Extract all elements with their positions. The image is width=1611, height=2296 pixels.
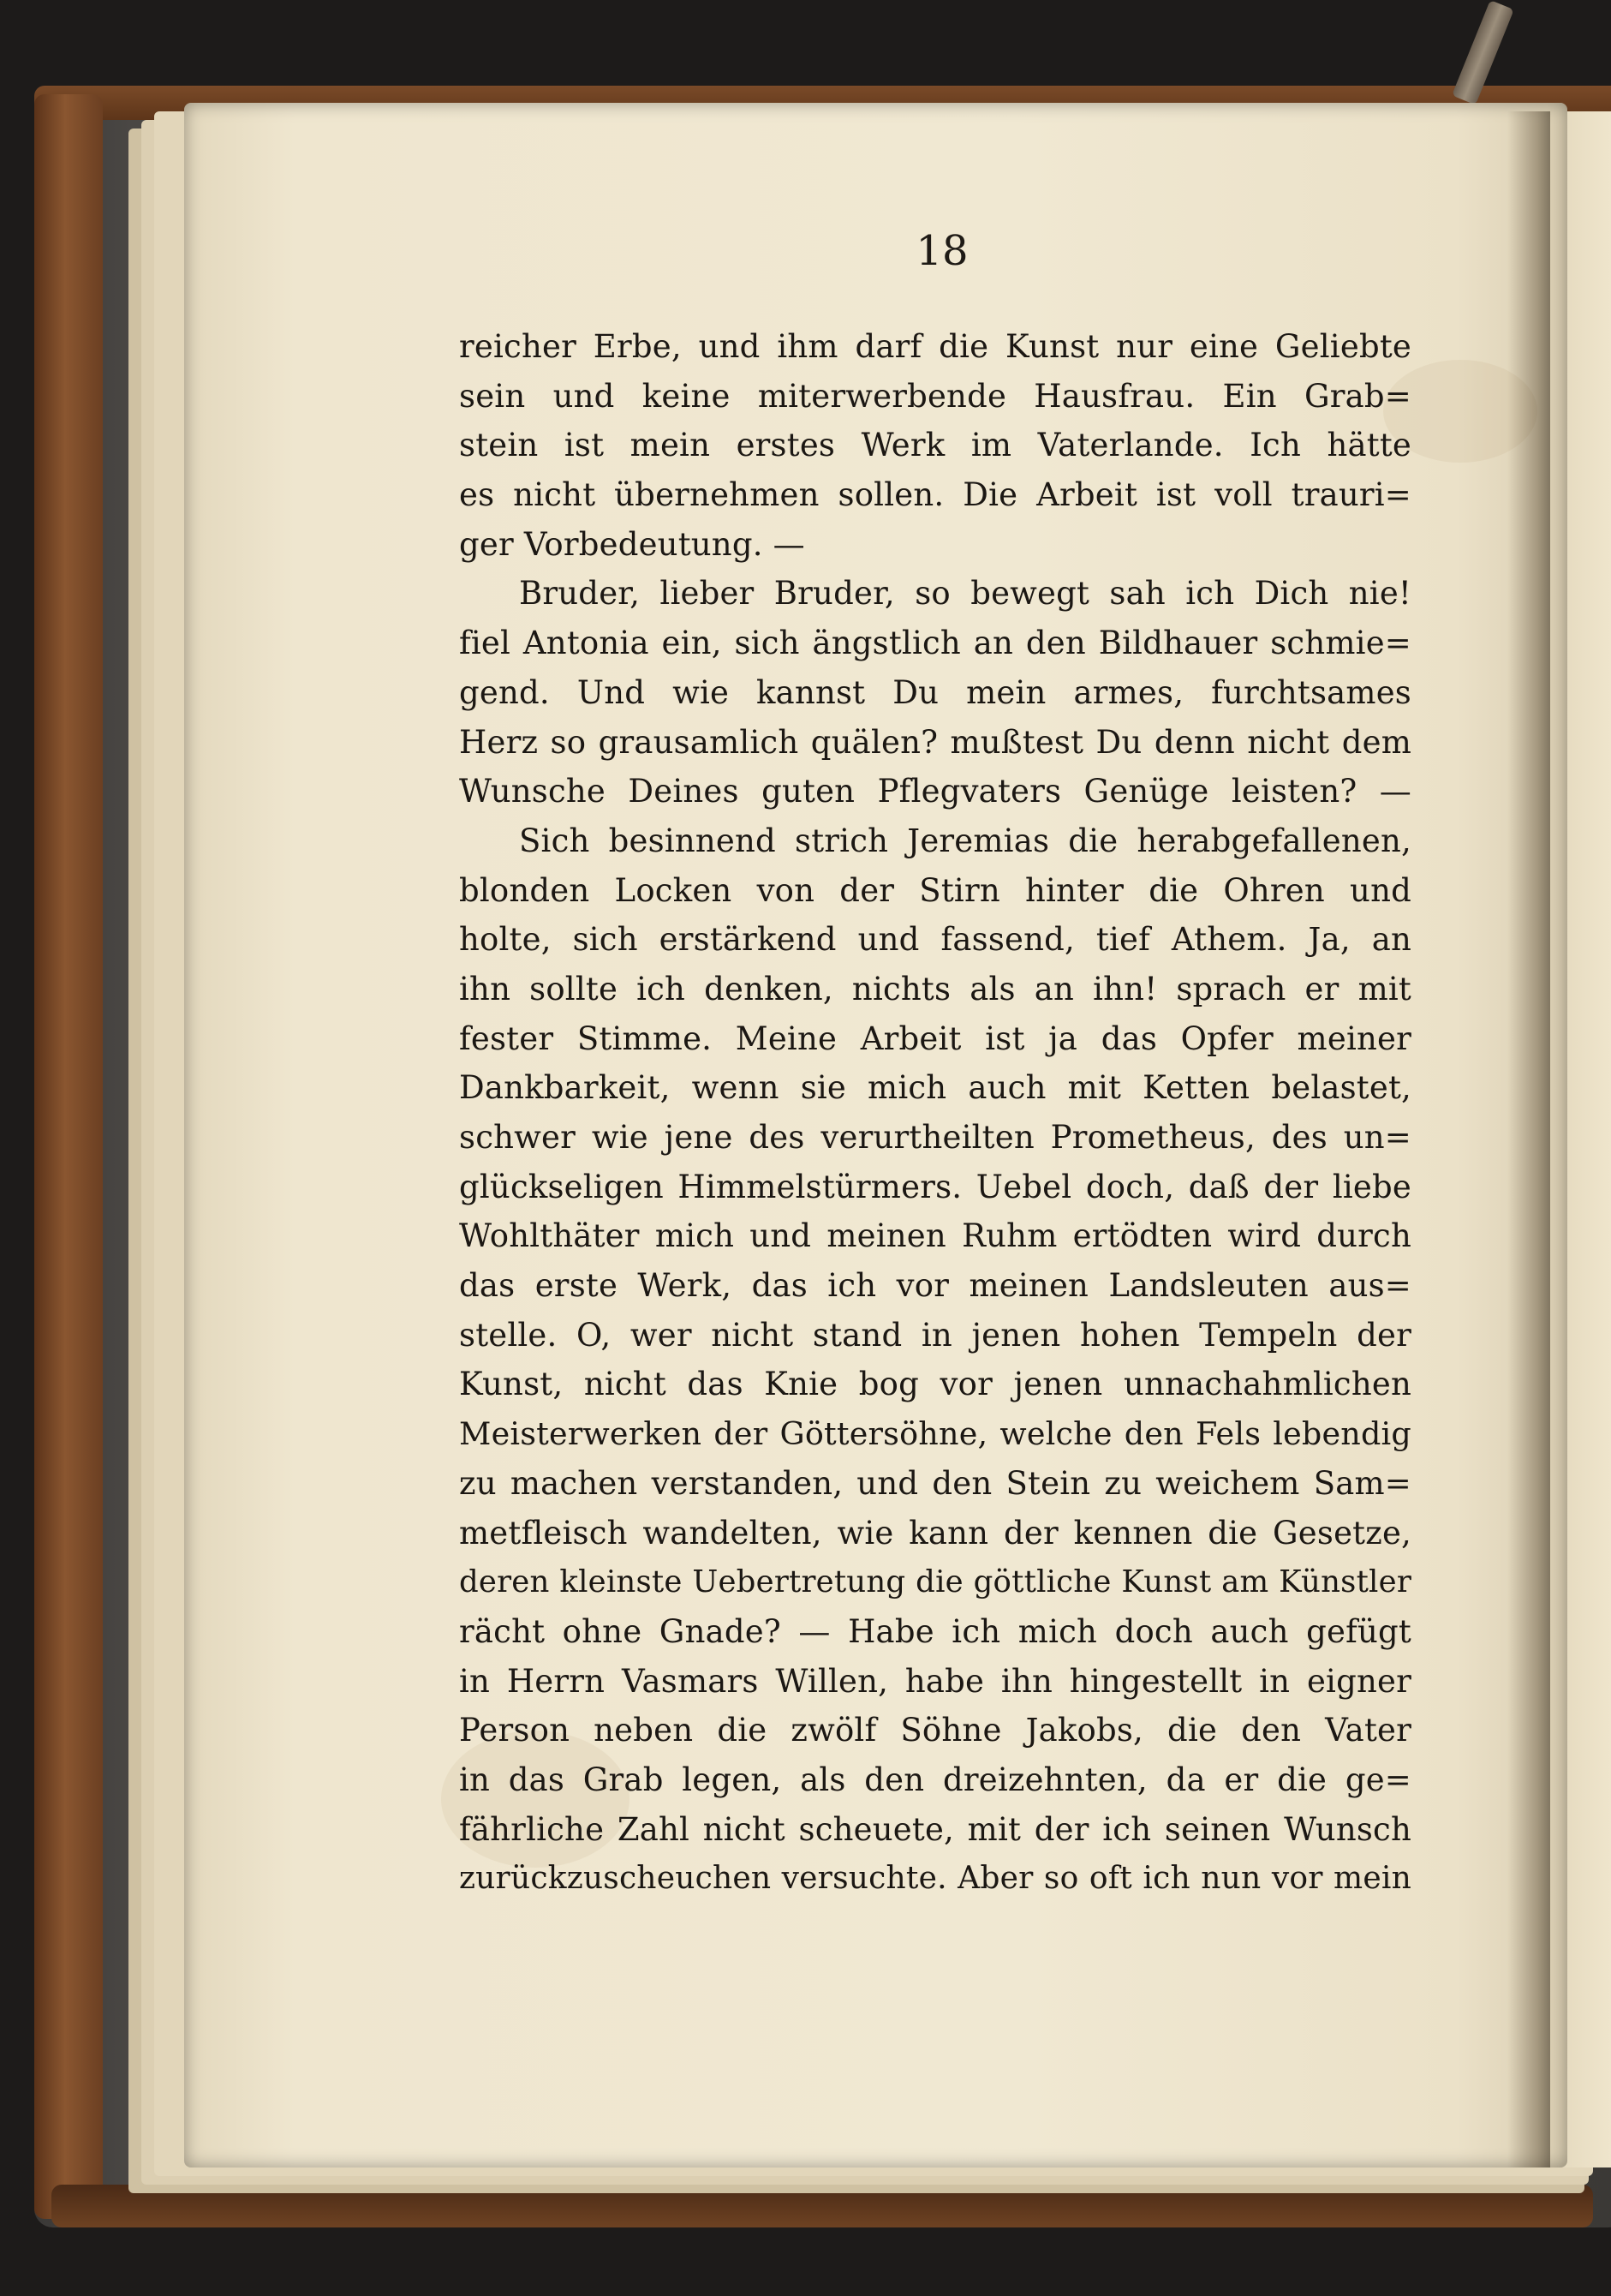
leather-spine-edge <box>34 94 103 2219</box>
text-line: sein und keine miterwerbende Hausfrau. Ein Grab= <box>459 377 1411 415</box>
text-line: Kunst, nicht das Knie bog vor jenen unnachahmlichen <box>459 1366 1411 1403</box>
text-line: es nicht übernehmen sollen. Die Arbeit ist voll trauri= <box>459 476 1411 514</box>
text-line: reicher Erbe, und ihm darf die Kunst nur eine Geliebte <box>459 328 1411 365</box>
text-line: gend. Und wie kannst Du mein armes, furchtsames <box>459 673 1411 711</box>
text-line: das erste Werk, das ich vor meinen Landsleuten aus= <box>459 1267 1411 1305</box>
text-line: fiel Antonia ein, sich ängstlich an den Bildhauer schmie= <box>459 625 1411 662</box>
page-number: 18 <box>916 227 969 275</box>
text-line: Wohlthäter mich und meinen Ruhm ertödten wird durch <box>459 1217 1411 1255</box>
text-line: Person neben die zwölf Söhne Jakobs, die den Vater <box>459 1712 1411 1749</box>
text-line: in das Grab legen, als den dreizehnten, da er die ge= <box>459 1761 1411 1798</box>
text-line: Meisterwerken der Göttersöhne, welche den Fels lebendig <box>459 1415 1411 1453</box>
text-line: Dankbarkeit, wenn sie mich auch mit Ketten belastet, <box>459 1069 1411 1107</box>
text-line: ihn sollte ich denken, nichts als an ihn! sprach er mit <box>459 970 1411 1007</box>
text-line: zu machen verstanden, und den Stein zu weichem Sam= <box>459 1464 1411 1502</box>
gutter-shadow <box>1507 111 1550 2167</box>
text-line: zurückzuscheuchen versuchte. Aber so oft ich nun vor mein <box>459 1861 1411 1897</box>
text-line: deren kleinste Uebertretung die göttliche Kunst am Künstler <box>459 1564 1411 1600</box>
text-line: blonden Locken von der Stirn hinter die Ohren und <box>459 871 1411 909</box>
text-line: in Herrn Vasmars Willen, habe ihn hingestellt in eigner <box>459 1662 1411 1700</box>
text-line: glückseligen Himmelstürmers. Uebel doch, daß der liebe <box>459 1168 1411 1205</box>
body-text <box>459 322 1411 1904</box>
text-line: fester Stimme. Meine Arbeit ist ja das Opfer meiner <box>459 1019 1411 1057</box>
text-line: Wunsche Deines guten Pflegvaters Genüge leisten? — <box>459 773 1411 810</box>
text-line: Herz so grausamlich quälen? mußtest Du denn nicht dem <box>459 723 1411 761</box>
text-line: holte, sich erstärkend und fassend, tief Athem. Ja, an <box>459 921 1411 959</box>
text-line: Sich besinnend strich Jeremias die herabgefallenen, <box>519 822 1411 859</box>
text-line: metfleisch wandelten, wie kann der kennen die Gesetze, <box>459 1514 1411 1552</box>
text-line: Bruder, lieber Bruder, so bewegt sah ich Dich nie! <box>519 575 1411 613</box>
text-line: ger Vorbedeutung. — <box>459 525 805 563</box>
text-line: rächt ohne Gnade? — Habe ich mich doch auch gefügt <box>459 1612 1411 1650</box>
text-line: stein ist mein erstes Werk im Vaterlande. Ich hätte <box>459 427 1411 464</box>
text-line: fährliche Zahl nicht scheuete, mit der ich seinen Wunsch <box>459 1810 1411 1848</box>
text-line: schwer wie jene des verurtheilten Prometheus, des un= <box>459 1119 1411 1156</box>
text-line: stelle. O, wer nicht stand in jenen hohen Tempeln der <box>459 1316 1411 1354</box>
